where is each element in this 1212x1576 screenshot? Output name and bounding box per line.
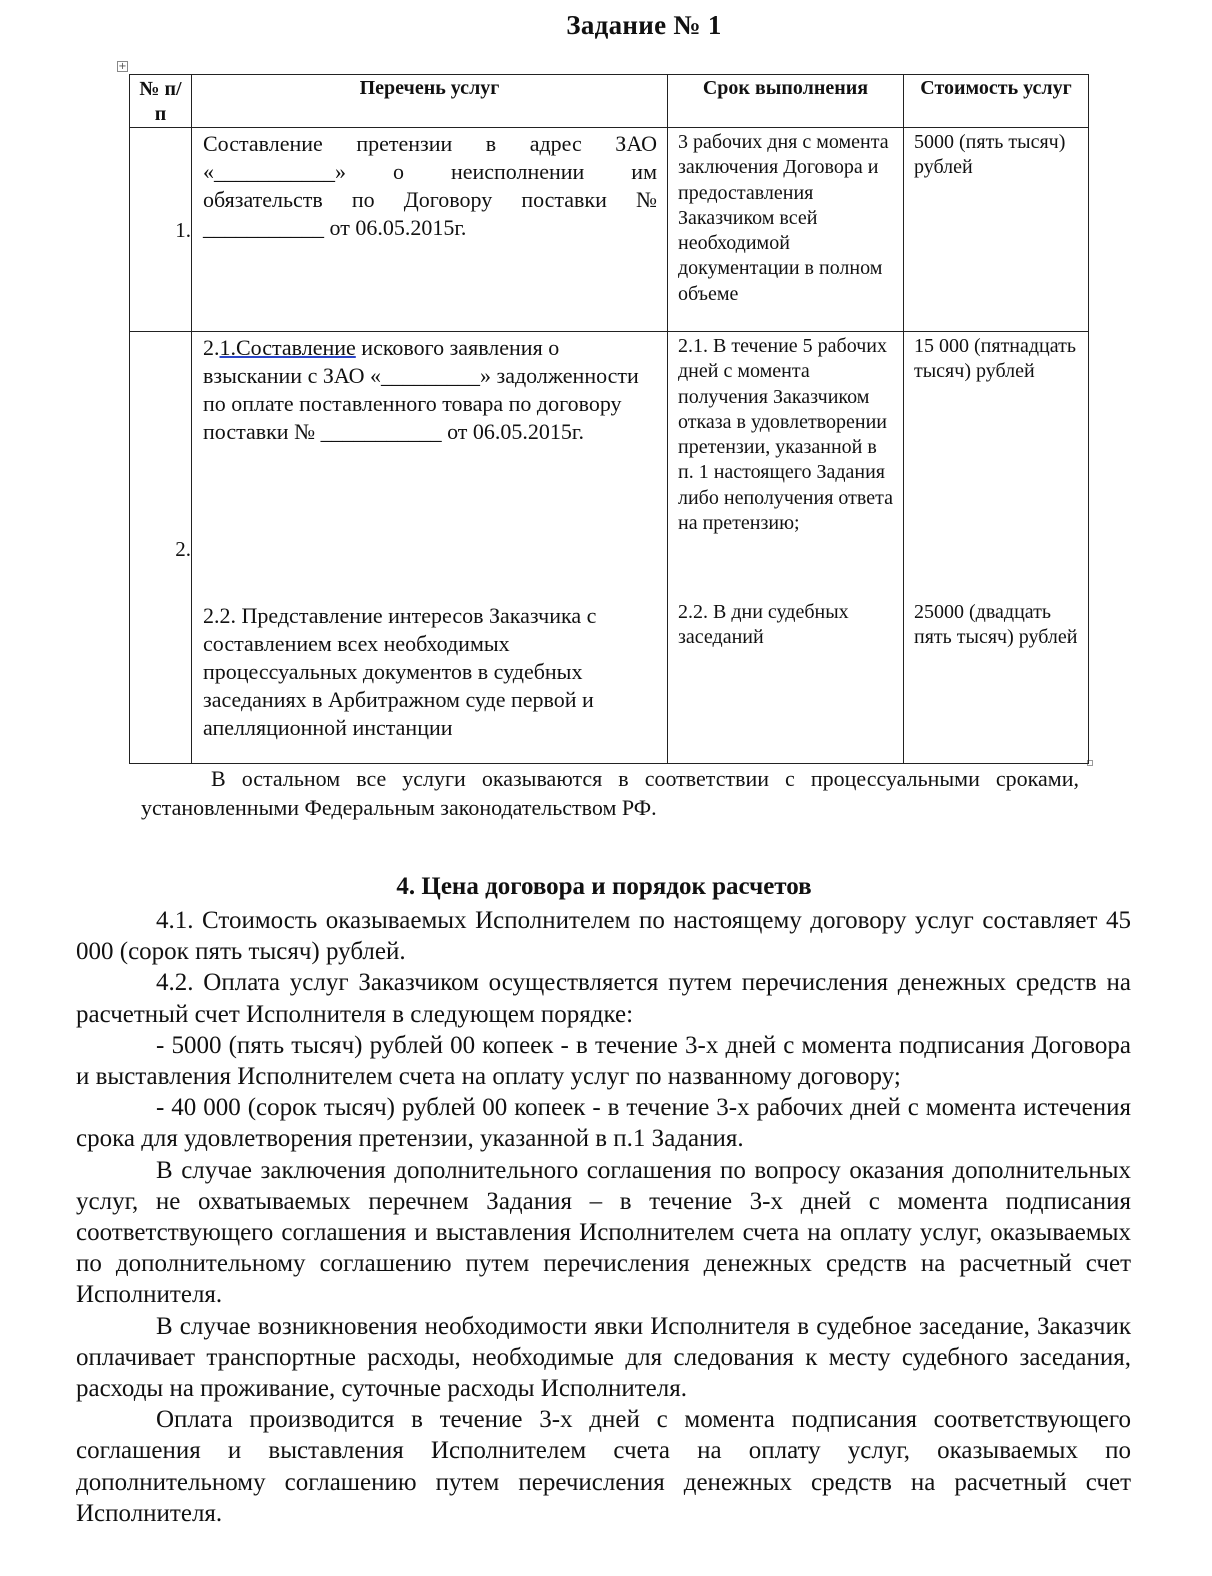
paragraph: 4.1. Стоимость оказываемых Исполнителем по настоящему договору услуг составляет 45 000 (сорок пять тысяч) рублей. bbox=[76, 907, 1131, 966]
service-cell bbox=[192, 332, 668, 764]
paragraph: В случае заключения дополнительного соглашения по вопросу оказания дополнительных услуг, не охватываемых перечнем Задания – в течение 3-х дней с момента подписания соответствующего соглашения и выставления Исполнителем счета на оплату услуг, оказываемых по дополнительному соглашению путем перечисления денежных средств на расчетный счет Исполнителя. bbox=[76, 1156, 1131, 1309]
service-text bbox=[192, 332, 667, 592]
service-text: Составление претензии в адрес ЗАО «___________» о неисполнении им обязательств по Договору поставки № ___________ от 06.05.2015г. bbox=[203, 131, 657, 240]
header-cost: Стоимость услуг bbox=[904, 75, 1089, 128]
paragraph: Оплата производится в течение 3-х дней с момента подписания соответствующего соглашения и выставления Исполнителем счета на оплату услуг, оказываемых по дополнительному соглашению путем перечисления денежных средств на расчетный счет Исполнителя. bbox=[76, 1406, 1131, 1527]
spellcheck-underlined-word: 1.Составление bbox=[219, 335, 356, 360]
header-deadline: Срок выполнения bbox=[668, 75, 904, 128]
paragraph: В случае возникновения необходимости явки Исполнителя в судебное заседание, Заказчик оплачивает транспортные расходы, необходимые для следования к месту судебного заседания, расходы на проживание, суточные расходы Исполнителя. bbox=[76, 1312, 1131, 1403]
paragraph: - 40 000 (сорок тысяч) рублей 00 копеек - в течение 3-х рабочих дней с момента истечения срока для удовлетворения претензии, указанной в п.1 Задания. bbox=[76, 1094, 1131, 1153]
header-services: Перечень услуг bbox=[192, 75, 668, 128]
row-num-cell bbox=[130, 332, 192, 764]
service-rest: искового заявления о взыскании с ЗАО «_________» задолженности по оплате поставленного товара по договору поставки № ___________ от 06.05.2015г. bbox=[203, 335, 639, 444]
row-number: 2. bbox=[175, 537, 191, 561]
table-header-row bbox=[130, 75, 1089, 128]
table-row bbox=[130, 128, 1089, 332]
table-move-handle-icon[interactable]: + bbox=[118, 61, 127, 72]
header-num: № п/п bbox=[130, 75, 192, 128]
row-num-cell bbox=[130, 128, 192, 332]
service-prefix: 2. bbox=[203, 335, 220, 360]
cost-text: 25000 (двадцать пять тысяч) рублей bbox=[914, 601, 1078, 649]
row-number: 1. bbox=[175, 218, 191, 242]
deadline-cell bbox=[668, 332, 904, 764]
service-cell bbox=[192, 128, 668, 332]
deadline-text: 2.1. В течение 5 рабочих дней с момента получения Заказчиком отказа в удовлетворении претензии, указанной в п. 1 настоящего Задания либо неполучения ответа на претензию; bbox=[678, 335, 893, 535]
cost-cell bbox=[904, 128, 1089, 332]
cost-text: 15 000 (пятнадцать тысяч) рублей bbox=[914, 335, 1076, 383]
note-paragraph bbox=[141, 764, 1079, 822]
note-text: В остальном все услуги оказываются в соответствии с процессуальными сроками, установленными Федеральным законодательством РФ. bbox=[141, 766, 1079, 820]
deadline-text: 2.2. В дни судебных заседаний bbox=[678, 601, 849, 649]
paragraph: 4.2. Оплата услуг Заказчиком осуществляется путем перечисления денежных средств на расчетный счет Исполнителя в следующем порядке: bbox=[76, 969, 1131, 1028]
section-title: 4. Цена договора и порядок расчетов bbox=[396, 873, 812, 900]
deadline-cell bbox=[668, 128, 904, 332]
table-row bbox=[130, 332, 1089, 764]
cost-text: 5000 (пять тысяч) рублей bbox=[914, 131, 1066, 179]
cost-cell bbox=[904, 332, 1089, 764]
services-table bbox=[129, 74, 1089, 764]
deadline-text: 3 рабочих дня с момента заключения Договора и предоставления Заказчиком всей необходимой документации в полном объеме bbox=[678, 131, 889, 305]
paragraph: - 5000 (пять тысяч) рублей 00 копеек - в течение 3-х дней с момента подписания Договора и выставления Исполнителем счета на оплату услуг по названному договору; bbox=[76, 1031, 1131, 1091]
section-body bbox=[76, 905, 1131, 1529]
document-title: Задание № 1 bbox=[566, 10, 722, 40]
service-text: 2.2. Представление интересов Заказчика с составлением всех необходимых процессуальных документов в судебных заседаниях в Арбитражном суде первой и апелляционной инстанции bbox=[203, 603, 597, 740]
